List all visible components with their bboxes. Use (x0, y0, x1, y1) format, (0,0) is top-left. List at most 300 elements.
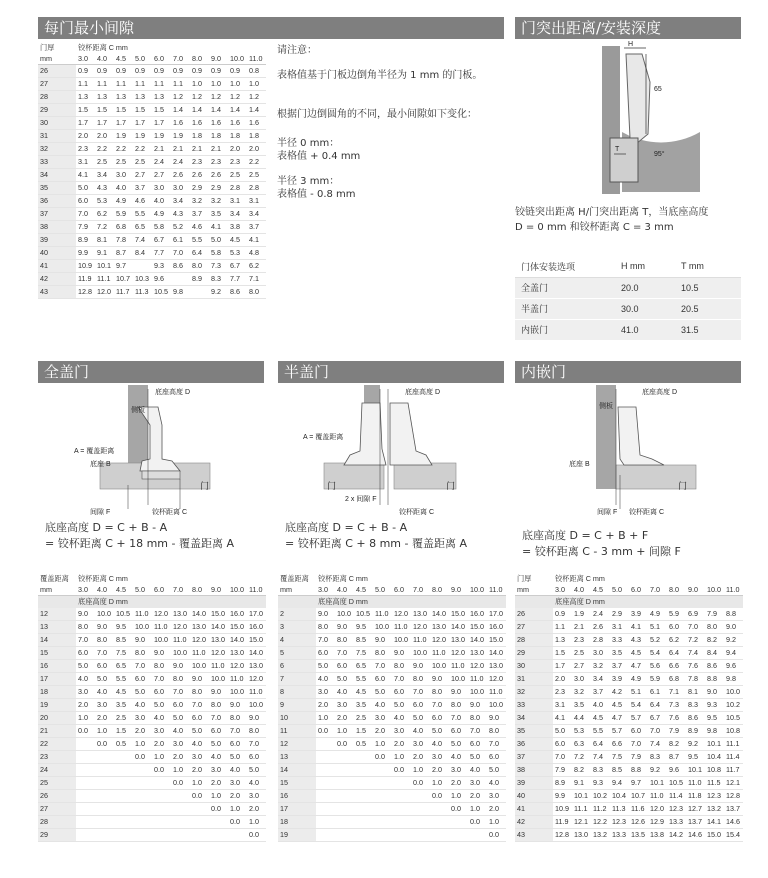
table-cell: 2.0 (411, 751, 430, 764)
table-cell: 1.6 (171, 117, 190, 130)
table-cell: 8.0 (171, 673, 190, 686)
table-cell: 7.0 (152, 673, 171, 686)
table-cell (354, 803, 373, 816)
protrusion-label-h: H (628, 41, 634, 48)
table-cell: 7.0 (449, 712, 468, 725)
table-cell (316, 829, 335, 842)
table-cell: 2.9 (209, 182, 228, 195)
table-cell: 1.4 (171, 104, 190, 117)
table-cell: 1.3 (553, 634, 572, 647)
inset-formula-line-1: 底座高度 D = C + B + F (522, 529, 649, 542)
table-row (38, 208, 266, 221)
header-half-overlay: 半盖门 (278, 361, 504, 383)
table-col-header: 7.0 (648, 584, 667, 596)
table-cell: 3.0 (572, 673, 591, 686)
table-cell: 1.9 (133, 130, 152, 143)
table-cell: 8.0 (392, 660, 411, 673)
table-cell (228, 829, 247, 842)
table-cell: 4.2 (610, 686, 629, 699)
table-cell: 3.0 (335, 699, 354, 712)
table-cell: 3.0 (468, 777, 487, 790)
table-cell: 9.0 (228, 699, 247, 712)
table-cell: 37 (38, 208, 76, 221)
half-label-base-height: 底座高度 D (405, 389, 440, 396)
table-cell: 6.2 (247, 260, 266, 273)
table-cell: 8.2 (572, 764, 591, 777)
install-cell: 全盖门 (515, 277, 615, 298)
table-cell: 13.0 (572, 829, 591, 842)
table-cell: 8.6 (686, 712, 705, 725)
table-cell: 8.2 (705, 634, 724, 647)
table-cell: 3.0 (114, 169, 133, 182)
table-cell: 4.7 (629, 660, 648, 673)
table-cell: 14.0 (228, 634, 247, 647)
table-row (38, 104, 266, 117)
table-cell: 12.0 (171, 621, 190, 634)
table-cell: 8.5 (610, 764, 629, 777)
table-cell: 7.0 (316, 634, 335, 647)
table-row (515, 699, 743, 712)
table-cell: 3.4 (171, 195, 190, 208)
table-cell: 7.1 (667, 686, 686, 699)
table-cell: 30 (38, 117, 76, 130)
table-cell: 9.0 (392, 647, 411, 660)
table-cell (335, 764, 354, 777)
table-cell: 22 (38, 738, 76, 751)
table-cell: 1.0 (316, 712, 335, 725)
table-cell (354, 829, 373, 842)
table-cell: 2.3 (209, 156, 228, 169)
table-row (278, 829, 506, 842)
table-cell: 14.6 (724, 816, 743, 829)
table-cell: 7.0 (228, 725, 247, 738)
table-cell: 11.0 (373, 608, 392, 621)
table-cell: 7.0 (209, 712, 228, 725)
table-row (38, 816, 266, 829)
table-cell: 8.4 (133, 247, 152, 260)
table-cell: 14.0 (190, 608, 209, 621)
table-col-header: 7.0 (411, 584, 430, 596)
table-head-unit: mm (278, 584, 316, 596)
table-cell: 12.9 (648, 816, 667, 829)
table-cell: 3.7 (133, 182, 152, 195)
table-cell: 19 (38, 699, 76, 712)
table-cell: 34 (515, 712, 553, 725)
table-cell: 8 (278, 686, 316, 699)
table-cell: 23 (38, 751, 76, 764)
table-row (38, 647, 266, 660)
table-cell: 1.0 (152, 751, 171, 764)
table-cell: 0.0 (449, 803, 468, 816)
table-cell: 9.1 (95, 247, 114, 260)
table-cell: 5.0 (449, 738, 468, 751)
table-cell (76, 738, 95, 751)
half-label-gap: 2 x 间隙 F (345, 496, 377, 503)
table-cell: 1.9 (572, 608, 591, 621)
table-row (515, 816, 743, 829)
table-cell: 1.0 (133, 738, 152, 751)
table-cell: 7.1 (247, 273, 266, 286)
table-cell: 5.4 (648, 647, 667, 660)
table-cell: 2.3 (76, 143, 95, 156)
table-cell (373, 829, 392, 842)
table-cell (316, 777, 335, 790)
table-cell: 7.9 (629, 751, 648, 764)
table-cell: 2.0 (316, 699, 335, 712)
table-cell: 2.7 (572, 660, 591, 673)
table-cell: 3.4 (591, 673, 610, 686)
table-cell: 9.7 (629, 777, 648, 790)
table-cell: 2.1 (572, 621, 591, 634)
table-cell: 32 (515, 686, 553, 699)
table-cell: 1.8 (190, 130, 209, 143)
table-cell: 11.1 (572, 803, 591, 816)
table-cell: 31 (38, 130, 76, 143)
table-col-header: 11.0 (724, 584, 743, 596)
table-cell: 5.0 (487, 764, 506, 777)
table-col-header: 5.0 (133, 53, 152, 65)
table-cell: 2.3 (553, 686, 572, 699)
table-cell: 10.5 (724, 712, 743, 725)
table-col-header: 10.0 (228, 584, 247, 596)
table-cell: 7.0 (487, 738, 506, 751)
table-cell: 5.2 (171, 221, 190, 234)
table-cell: 7.0 (392, 673, 411, 686)
table-cell: 5.5 (354, 673, 373, 686)
table-cell: 5.1 (629, 686, 648, 699)
table-cell: 4.0 (411, 725, 430, 738)
table-cell: 7.0 (411, 686, 430, 699)
table-cell: 10.0 (411, 647, 430, 660)
table-cell: 7.0 (686, 621, 705, 634)
table-cell (171, 816, 190, 829)
table-cell: 7.0 (247, 738, 266, 751)
table-cell: 2.2 (247, 156, 266, 169)
table-cell: 3.0 (392, 725, 411, 738)
table-row (278, 673, 506, 686)
table-cell: 1.1 (95, 78, 114, 91)
table-cell: 11.0 (209, 660, 228, 673)
table-cell: 6.1 (171, 234, 190, 247)
table-col-header: 9.0 (686, 584, 705, 596)
table-cell: 12.3 (610, 816, 629, 829)
table-cell: 8.7 (667, 751, 686, 764)
table-cell: 10.1 (686, 764, 705, 777)
table-cell: 2.4 (591, 608, 610, 621)
table-cell: 5.0 (190, 725, 209, 738)
table-cell: 14 (38, 634, 76, 647)
table-cell: 1.5 (76, 104, 95, 117)
table-cell: 14.1 (705, 816, 724, 829)
table-cell (430, 816, 449, 829)
table-cell: 1.0 (76, 712, 95, 725)
table-cell: 4.3 (95, 182, 114, 195)
table-cell: 10.5 (354, 608, 373, 621)
table-cell: 2.1 (152, 143, 171, 156)
table-cell: 33 (38, 156, 76, 169)
table-cell: 4.5 (591, 712, 610, 725)
table-cell: 16 (38, 660, 76, 673)
table-cell: 1.4 (190, 104, 209, 117)
table-cell: 11.2 (591, 803, 610, 816)
table-cell (95, 816, 114, 829)
table-cell: 8.6 (228, 286, 247, 299)
table-cell: 31 (515, 673, 553, 686)
table-cell: 0.9 (152, 65, 171, 78)
table-cell: 13.2 (705, 803, 724, 816)
install-head-t: T mm (675, 256, 741, 277)
table-cell: 9.0 (430, 673, 449, 686)
table-cell: 2.0 (487, 803, 506, 816)
table-cell: 11.7 (724, 764, 743, 777)
table-cell: 2.0 (76, 130, 95, 143)
table-cell: 6.2 (95, 208, 114, 221)
table-cell: 5.9 (667, 608, 686, 621)
table-cell: 10.2 (724, 699, 743, 712)
table-cell: 35 (515, 725, 553, 738)
table-cell (449, 829, 468, 842)
table-cell: 18 (278, 816, 316, 829)
table-cell: 1.4 (247, 104, 266, 117)
table-cell (133, 260, 152, 273)
table-cell: 6.3 (572, 738, 591, 751)
table-cell: 2.5 (133, 156, 152, 169)
table-cell: 10.0 (209, 673, 228, 686)
table-cell (76, 829, 95, 842)
table-cell: 5.0 (392, 699, 411, 712)
table-row (38, 117, 266, 130)
table-cell (411, 803, 430, 816)
table-cell: 6.0 (430, 712, 449, 725)
table-cell: 4.0 (228, 764, 247, 777)
table-cell: 2.3 (572, 634, 591, 647)
table-cell: 4.0 (335, 686, 354, 699)
table-row (38, 673, 266, 686)
table-cell: 0.5 (114, 738, 133, 751)
table-cell (316, 738, 335, 751)
table-cell: 7.0 (468, 725, 487, 738)
table-cell: 5.8 (209, 247, 228, 260)
table-cell: 1.1 (114, 78, 133, 91)
table-cell: 11 (278, 725, 316, 738)
table-cell: 11.4 (667, 790, 686, 803)
table-cell: 12.0 (247, 673, 266, 686)
table-cell: 10.9 (76, 260, 95, 273)
header-protrusion: 门突出距离/安装深度 (515, 17, 741, 39)
table-cell (392, 790, 411, 803)
table-cell: 15.0 (209, 608, 228, 621)
table-cell: 7.2 (95, 221, 114, 234)
table-cell (316, 803, 335, 816)
table-cell: 4 (278, 634, 316, 647)
table-cell: 6.0 (247, 751, 266, 764)
table-cell: 9.9 (553, 790, 572, 803)
table-cell: 4.8 (247, 247, 266, 260)
table-cell: 16.0 (487, 621, 506, 634)
table-cell: 11.0 (392, 621, 411, 634)
table-cell: 0.9 (228, 65, 247, 78)
table-cell: 16.0 (228, 608, 247, 621)
table-cell: 3.4 (228, 208, 247, 221)
inset-label-base-b: 底座 B (569, 461, 590, 468)
table-row (278, 608, 506, 621)
table-cell: 38 (515, 764, 553, 777)
table-cell: 6.5 (114, 660, 133, 673)
table-cell: 4.6 (190, 221, 209, 234)
table-cell: 9.0 (449, 686, 468, 699)
table-col-header: 3.0 (316, 584, 335, 596)
table-row (278, 660, 506, 673)
table-cell (133, 816, 152, 829)
table-cell: 8.8 (705, 673, 724, 686)
full-label-cup-distance: 铰杯距离 C (152, 509, 187, 516)
table-col-header: 4.0 (95, 584, 114, 596)
table-cell: 7.0 (648, 725, 667, 738)
table-cell: 4.0 (209, 751, 228, 764)
table-cell: 10.0 (95, 608, 114, 621)
table-cell: 1.7 (114, 117, 133, 130)
table-cell (316, 816, 335, 829)
table-cell (430, 803, 449, 816)
table-cell: 3.4 (247, 208, 266, 221)
table-cell (95, 829, 114, 842)
table-cell: 2.1 (171, 143, 190, 156)
table-cell: 5.0 (209, 738, 228, 751)
table-cell: 2.1 (190, 143, 209, 156)
table-cell (316, 764, 335, 777)
install-cell: 内嵌门 (515, 319, 615, 340)
table-cell: 15.0 (705, 829, 724, 842)
table-cell: 0.0 (152, 764, 171, 777)
table-col-header: 8.0 (430, 584, 449, 596)
table-cell: 8.0 (190, 686, 209, 699)
table-cell: 3 (278, 621, 316, 634)
table-cell: 7.0 (95, 647, 114, 660)
table-cell: 13.0 (449, 634, 468, 647)
table-cell: 7.2 (686, 634, 705, 647)
table-cell: 4.1 (247, 234, 266, 247)
table-row (515, 829, 743, 842)
table-cell: 13.7 (686, 816, 705, 829)
min-gap-table (38, 42, 266, 299)
table-cell: 3.0 (247, 790, 266, 803)
table-cell: 39 (38, 234, 76, 247)
table-cell: 33 (515, 699, 553, 712)
table-cell: 4.5 (610, 699, 629, 712)
table-cell: 8.9 (686, 725, 705, 738)
table-cell: 8.6 (171, 260, 190, 273)
table-cell: 4.0 (430, 738, 449, 751)
table-cell: 9.5 (114, 621, 133, 634)
table-cell: 3.7 (190, 208, 209, 221)
table-cell: 2.0 (95, 130, 114, 143)
table-cell: 3.0 (76, 686, 95, 699)
table-cell: 7.6 (667, 712, 686, 725)
table-cell: 1.2 (190, 91, 209, 104)
table-cell: 1.5 (553, 647, 572, 660)
table-cell: 1.0 (209, 790, 228, 803)
table-cell: 0.9 (171, 65, 190, 78)
table-cell: 5.0 (430, 725, 449, 738)
table-col-header: 7.0 (171, 53, 190, 65)
table-cell: 17 (38, 673, 76, 686)
table-row (38, 829, 266, 842)
table-cell: 5.0 (95, 673, 114, 686)
table-cell (373, 777, 392, 790)
table-cell: 14.0 (487, 647, 506, 660)
table-cell (95, 764, 114, 777)
table-cell: 10.7 (629, 790, 648, 803)
table-cell: 2.7 (152, 169, 171, 182)
table-cell: 13.8 (648, 829, 667, 842)
table-cell: 3.0 (152, 182, 171, 195)
half-overlay-table (278, 573, 506, 842)
table-col-header: 3.0 (553, 584, 572, 596)
table-cell: 12.3 (705, 790, 724, 803)
table-cell (392, 803, 411, 816)
table-cell: 11.0 (487, 686, 506, 699)
table-col-header: 8.0 (667, 584, 686, 596)
table-cell: 5.8 (152, 221, 171, 234)
table-cell: 8.9 (76, 234, 95, 247)
table-cell: 5.0 (468, 751, 487, 764)
table-cell: 3.0 (591, 647, 610, 660)
notes-radius-0-label: 半径 0 mm： (277, 138, 340, 149)
table-head-cup-distance: 铰杯距离 C mm (78, 43, 128, 52)
table-cell: 9.5 (705, 712, 724, 725)
inset-label-gap: 间隙 F (597, 509, 618, 516)
table-cell: 7.0 (335, 647, 354, 660)
table-cell: 0.0 (392, 764, 411, 777)
table-row (38, 751, 266, 764)
table-cell: 4.5 (228, 234, 247, 247)
table-cell: 6.2 (667, 634, 686, 647)
table-row (38, 65, 266, 78)
table-cell: 2.0 (553, 673, 572, 686)
table-cell: 28 (515, 634, 553, 647)
table-cell: 13.5 (629, 829, 648, 842)
table-row (515, 712, 743, 725)
table-cell: 1.9 (152, 130, 171, 143)
table-head-cup-distance: 铰杯距离 C mm (318, 574, 368, 583)
table-cell: 3.3 (610, 634, 629, 647)
table-cell: 12.6 (629, 816, 648, 829)
table-cell: 3.2 (572, 686, 591, 699)
table-cell (114, 764, 133, 777)
table-cell: 8.0 (95, 634, 114, 647)
table-row (515, 790, 743, 803)
table-cell: 10.5 (152, 286, 171, 299)
table-cell: 2.3 (228, 156, 247, 169)
table-cell: 6.0 (133, 673, 152, 686)
table-cell: 5.0 (335, 673, 354, 686)
table-row (515, 803, 743, 816)
table-cell: 7.3 (209, 260, 228, 273)
table-cell: 24 (38, 764, 76, 777)
table-cell: 27 (38, 803, 76, 816)
table-row (38, 195, 266, 208)
table-head-label: 门厚 (40, 43, 55, 52)
table-cell: 1.6 (209, 117, 228, 130)
table-cell: 7.8 (686, 673, 705, 686)
table-cell (76, 777, 95, 790)
table-col-header: 4.0 (572, 584, 591, 596)
table-head-cup-distance: 铰杯距离 C mm (555, 574, 605, 583)
table-cell: 4.0 (316, 673, 335, 686)
table-cell: 7.0 (629, 738, 648, 751)
table-cell: 7.4 (648, 738, 667, 751)
table-col-header: 6.0 (392, 584, 411, 596)
